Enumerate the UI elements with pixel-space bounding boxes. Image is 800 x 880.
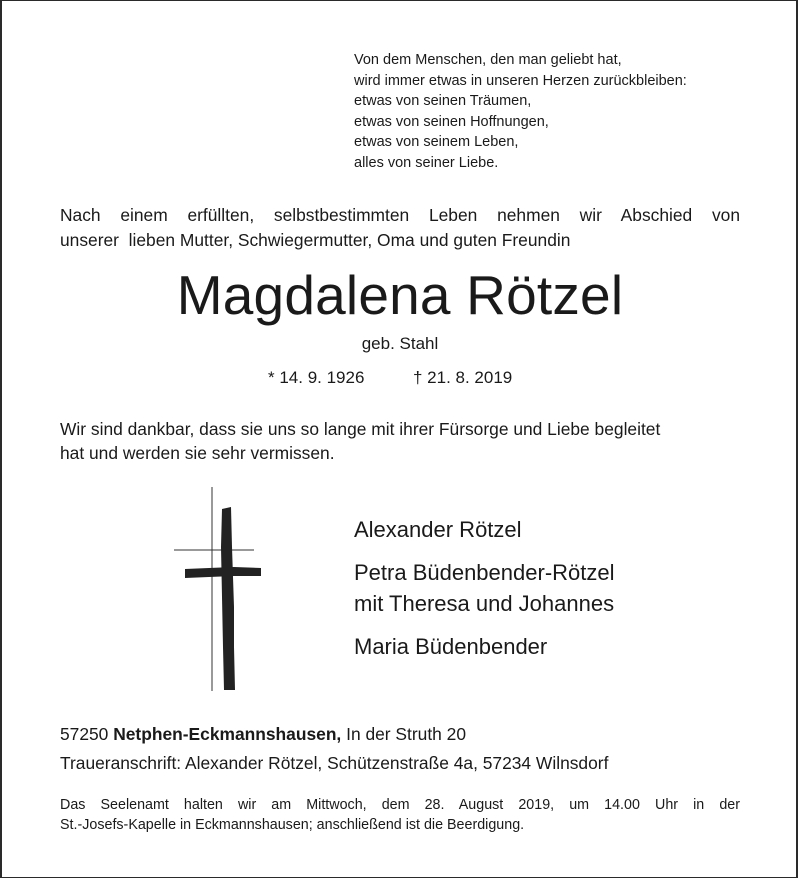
poem-line: etwas von seinen Hoffnungen, bbox=[354, 113, 549, 130]
poem-line: alles von seiner Liebe. bbox=[354, 154, 499, 171]
poem-line: Von dem Menschen, den man geliebt hat, bbox=[354, 52, 622, 68]
address-place: Netphen-Eckmannshausen, bbox=[113, 724, 342, 744]
poem-line: etwas von seinem Leben, bbox=[354, 134, 519, 150]
notice-line: Das Seelenamt halten wir am Mittwoch, dem 28. August 2019, um 14.00 Uhr in der bbox=[60, 797, 740, 813]
gratitude-line: hat und werden sie sehr vermissen. bbox=[60, 443, 335, 463]
poem-line: wird immer etwas in unseren Herzen zurückbleiben: bbox=[354, 72, 687, 89]
deceased-name: Magdalena Rötzel bbox=[176, 264, 624, 326]
gratitude-text bbox=[60, 417, 750, 465]
intro-text bbox=[60, 203, 740, 253]
intro-line: Nach einem erfüllten, selbstbestimmten Leben nehmen wir Abschied von bbox=[60, 205, 740, 225]
maiden-name: geb. Stahl bbox=[361, 334, 439, 353]
family-address bbox=[60, 722, 466, 746]
family-list bbox=[354, 514, 615, 662]
death-date: † 21. 8. 2019 bbox=[413, 368, 513, 387]
mourning-address: Traueranschrift: Alexander Rötzel, Schützenstraße 4a, 57234 Wilnsdorf bbox=[60, 753, 609, 773]
service-notice bbox=[60, 795, 740, 835]
family-member: Alexander Rötzel bbox=[354, 517, 522, 542]
notice-line: St.-Josefs-Kapelle in Eckmannshausen; anschließend ist die Beerdigung. bbox=[60, 817, 525, 833]
family-member: Maria Büdenbender bbox=[354, 634, 548, 659]
birth-date: * 14. 9. 1926 bbox=[268, 368, 365, 387]
gratitude-line: Wir sind dankbar, dass sie uns so lange mit ihrer Fürsorge und Liebe begleitet bbox=[60, 419, 661, 439]
intro-line: unserer lieben Mutter, Schwiegermutter, Oma und guten Freundin bbox=[60, 230, 571, 250]
address-street: In der Struth 20 bbox=[346, 724, 466, 744]
poem-line: etwas von seinen Träumen, bbox=[354, 93, 532, 109]
family-member-sub: mit Theresa und Johannes bbox=[354, 591, 615, 616]
family-member: Petra Büdenbender-Rötzel bbox=[354, 560, 615, 585]
poem bbox=[354, 50, 687, 173]
latin-cross-icon bbox=[174, 487, 266, 692]
address-postcode: 57250 bbox=[60, 724, 109, 744]
